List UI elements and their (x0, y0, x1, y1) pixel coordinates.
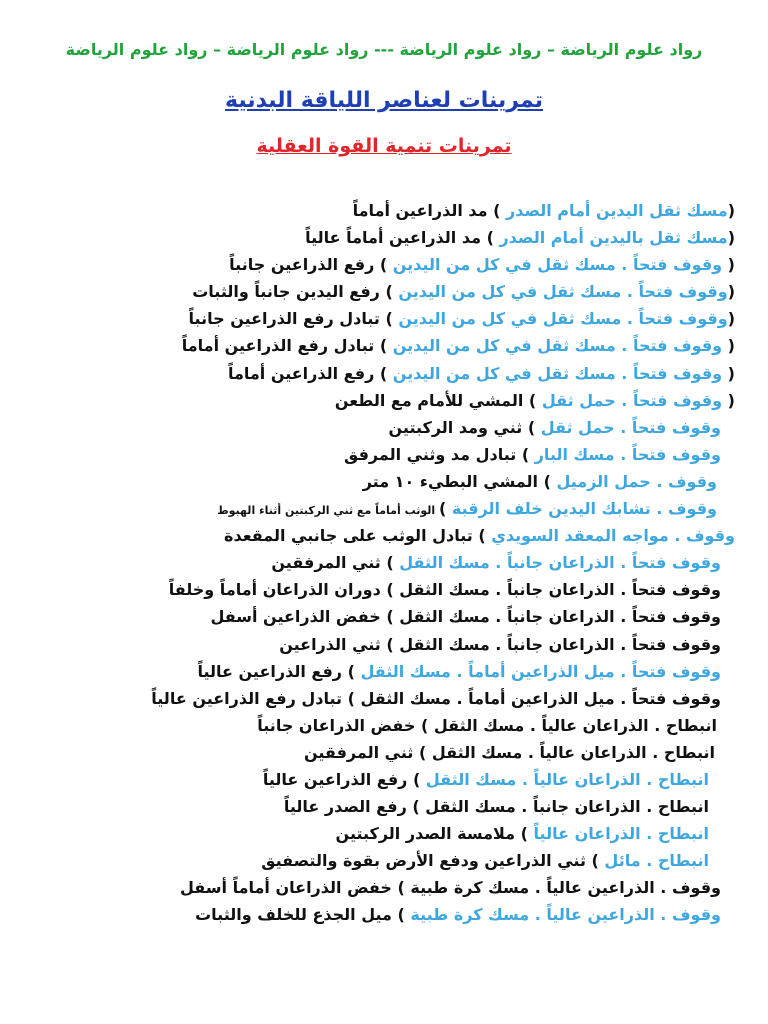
page-subtitle-text: تمرينات تنمية القوة العقلية (256, 135, 512, 157)
starting-position: وقوف فتحاً . الذراعان جانباً . مسك الثقل (399, 634, 721, 654)
close-paren: ) (412, 769, 421, 789)
movement-description: رفع الذراعين عالياً (262, 769, 413, 789)
starting-position: وقوف . الذراعين عالياً . مسك كرة طبية (410, 878, 721, 898)
movement-description: خفض الذراعين أسفل (210, 607, 387, 627)
movement-description: مد الذراعين أماماً (352, 201, 494, 220)
exercise-line (20, 495, 735, 522)
site-header: رواد علوم الرياضة – رواد علوم الرياضة --- رواد علوم الرياضة – رواد علوم الرياضة (65, 40, 703, 59)
open-paren: ( (722, 390, 735, 410)
starting-position: وقوف . تشابك اليدين خلف الرقبة (451, 499, 717, 519)
close-paren: ) (379, 336, 388, 356)
close-paren: ) (528, 390, 537, 410)
starting-position: وقوف فتحاً . مسك ثقل في كل من اليدين (392, 336, 723, 356)
movement-description: ثني الذراعين (279, 634, 387, 654)
starting-position: وقوف فتحاً . حمل ثقل (541, 390, 723, 410)
starting-position: وقوف فتحاً . الذراعان جانباً . مسك الثقل (399, 553, 721, 573)
exercise-line (20, 251, 735, 278)
movement-description: المشي للأمام مع الطعن (334, 390, 529, 410)
starting-position: انبطاح . الذراعان عالياً . مسك الثقل (433, 715, 717, 735)
close-paren: ) (412, 797, 420, 817)
movement-description: رفع اليدين جانباً والثبات (192, 282, 386, 302)
exercise-line (20, 414, 735, 441)
exercise-line (20, 685, 735, 712)
open-paren: ( (727, 228, 735, 248)
starting-position: وقوف فتحاً . مسك ثقل في كل من اليدين (398, 309, 728, 329)
open-paren: ( (722, 363, 735, 383)
starting-position: انبطاح . الذراعان عالياً . مسك الثقل (431, 742, 715, 762)
exercise-line (20, 197, 735, 224)
close-paren: ) (397, 878, 405, 898)
close-paren: ) (385, 282, 393, 302)
close-paren: ) (385, 309, 393, 329)
close-paren: ) (543, 471, 551, 491)
starting-position: وقوف فتحاً . حمل ثقل (540, 417, 721, 437)
open-paren: ( (727, 282, 735, 302)
starting-position: وقوف فتحاً . ميل الذراعين أماماً . مسك الثقل (360, 661, 721, 681)
close-paren: ) (397, 905, 405, 925)
close-paren: ) (520, 824, 528, 844)
starting-position: انبطاح . الذراعان جانباً . مسك الثقل (425, 797, 709, 817)
starting-position: انبطاح . مائل (604, 851, 709, 871)
exercise-line (20, 658, 735, 685)
exercise-line (20, 793, 735, 820)
exercise-line (20, 305, 735, 332)
movement-description: رفع الذراعين جانباً (229, 255, 380, 275)
starting-position: وقوف فتحاً . الذراعان جانباً . مسك الثقل (399, 607, 721, 627)
movement-description: خفض الذراعان جانباً (257, 715, 421, 735)
exercise-line (20, 631, 735, 658)
movement-description: رفع الذراعين أماماً (227, 363, 380, 383)
exercise-line (20, 522, 735, 549)
exercise-line (20, 468, 735, 495)
starting-position: وقوف فتحاً . الذراعان جانباً . مسك الثقل (399, 580, 721, 600)
close-paren: ) (521, 444, 530, 464)
starting-position: وقوف فتحاً . مسك البار (534, 444, 721, 464)
exercise-line (20, 712, 735, 739)
page-subtitle (0, 135, 768, 157)
starting-position: مسك ثقل باليدين أمام الصدر (499, 228, 728, 248)
movement-description: ثني المرفقين (271, 553, 387, 573)
close-paren: ) (418, 742, 427, 762)
close-paren: ) (347, 661, 355, 681)
exercise-line (20, 576, 735, 603)
movement-description: المشي البطيء ١٠ متر (362, 471, 544, 491)
exercise-line (20, 847, 735, 874)
exercise-line (20, 603, 735, 630)
exercise-line (20, 820, 735, 847)
exercise-line (20, 739, 735, 766)
starting-position: وقوف فتحاً . مسك ثقل في كل من اليدين (398, 282, 728, 302)
exercise-line (20, 360, 735, 387)
movement-description: ملامسة الصدر الركبتين (335, 824, 521, 844)
exercise-line (20, 332, 735, 359)
close-paren: ) (386, 580, 394, 600)
exercise-list (20, 197, 735, 929)
movement-description: رفع الذراعين عالياً (197, 661, 348, 681)
starting-position: وقوف فتحاً . ميل الذراعين أماماً . مسك الثقل (360, 688, 721, 708)
close-paren: ) (591, 851, 599, 871)
close-paren: ) (493, 201, 501, 220)
exercise-line (20, 766, 735, 793)
exercise-line (20, 278, 735, 305)
page-title-text: تمرينات لعناصر اللياقة البدنية (225, 88, 543, 113)
close-paren: ) (420, 715, 429, 735)
starting-position: انبطاح . الذراعان عالياً (533, 824, 709, 844)
starting-position: وقوف . الذراعين عالياً . مسك كرة طبية (410, 905, 721, 925)
close-paren: ) (386, 553, 394, 573)
starting-position: انبطاح . الذراعان عالياً . مسك الثقل (425, 769, 709, 789)
movement-description: مد الذراعين أماماً عالياً (305, 228, 487, 248)
movement-description: ثني المرفقين (304, 742, 419, 762)
close-paren: ) (386, 607, 394, 627)
close-paren: ) (486, 228, 494, 248)
close-paren: ) (386, 634, 394, 654)
close-paren: ) (438, 499, 447, 519)
open-paren: ( (722, 336, 735, 356)
movement-description: تبادل رفع الذراعين أماماً (181, 336, 380, 356)
exercise-line (20, 387, 735, 414)
movement-description: الوثب أماماً مع ثني الركبتين أثناء الهبوط (217, 504, 439, 518)
movement-description: ثني ومد الركبتين (388, 417, 528, 437)
exercise-line (20, 874, 735, 901)
page-title (0, 88, 768, 113)
open-paren: ( (727, 309, 735, 329)
close-paren: ) (478, 526, 486, 546)
starting-position: وقوف . مواجه المعقد السويدي (491, 526, 735, 546)
movement-description: دوران الذراعان أماماً وخلفاً (168, 580, 387, 600)
exercise-line (20, 441, 735, 468)
open-paren: ( (727, 201, 735, 220)
starting-position: وقوف . حمل الزميل (556, 471, 717, 491)
movement-description: ثني الذراعين ودفع الأرض بقوة والتصفيق (261, 851, 592, 871)
close-paren: ) (379, 363, 388, 383)
starting-position: مسك ثقل اليدين أمام الصدر (506, 201, 728, 220)
movement-description: تبادل رفع الذراعين جانباً (188, 309, 386, 329)
exercise-line (20, 549, 735, 576)
close-paren: ) (347, 688, 355, 708)
movement-description: تبادل مد وثني المرفق (344, 444, 522, 464)
movement-description: رفع الصدر عالياً (283, 797, 413, 817)
close-paren: ) (379, 255, 388, 275)
exercise-line (20, 901, 735, 928)
starting-position: وقوف فتحاً . مسك ثقل في كل من اليدين (392, 363, 723, 383)
starting-position: وقوف فتحاً . مسك ثقل في كل من اليدين (392, 255, 723, 275)
movement-description: تبادل رفع الذراعين عالياً (151, 688, 348, 708)
close-paren: ) (527, 417, 536, 437)
movement-description: خفض الذراعان أماماً أسفل (180, 878, 398, 898)
exercise-line (20, 224, 735, 251)
movement-description: تبادل الوثب على جانبي المقعدة (224, 526, 479, 546)
movement-description: ميل الجذع للخلف والثبات (195, 905, 398, 925)
open-paren: ( (722, 255, 735, 275)
